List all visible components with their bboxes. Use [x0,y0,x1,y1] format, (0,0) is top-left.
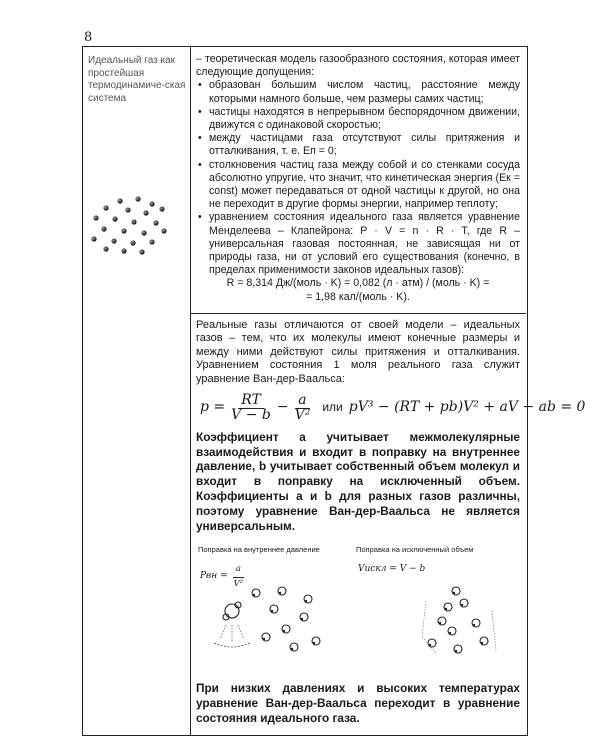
page-number: 8 [84,30,93,45]
term-heading: Идеальный газ как простейшая термодинамиче-ская система [88,55,186,104]
assumption-item: • столкновения частиц газа между собой и со стенками сосуда абсолютно упругие, что значит, что кинетическая энергия (Eк = const) может передаваться от одной частицы к другой, но она не переходит в другие формы энергии, например теплоту; [196,159,520,212]
section-divider [190,313,526,314]
van-der-waals-equation [200,392,586,423]
fraction-numerator: a [295,394,309,408]
correction-diagrams [196,541,520,681]
internal-pressure-illustration [196,581,356,681]
gas-constant-line-2: = 1,98 кал/(моль · K). [306,290,410,303]
equation-minus: − [276,399,289,416]
assumption-item: • уравнением состояния идеального газа является уравнение Менделеева – Клапейрона: P · V = n · R · T, где R – универсальная газовая постоянная, не зависящая ни от природы газа, ни от условий его существования (конечно, в пределах применимости законов идеальных газов): [196,211,520,277]
excluded-volume-formula: Vискл = V − b [358,564,426,575]
cubic-equation: pV³ − (RT + pb)V² + aV − ab = 0 [348,399,586,416]
right-column [196,53,586,726]
left-column [88,55,186,105]
content-table [82,46,586,736]
internal-pressure-label: Поправка на внутреннее давление [198,545,320,555]
assumptions-list [196,79,520,277]
gas-constant-line-1: R = 8,314 Дж/(моль · K) = 0,082 (л · атм) / (моль · K) = [226,277,490,290]
column-divider [190,47,191,735]
excluded-volume-illustration [346,581,516,681]
assumption-item: • частицы находятся в непрерывном беспорядочном движении, движутся с одинаковой скоростью; [196,106,520,132]
formula-lhs: Pвн = [200,571,228,582]
excluded-volume-label: Поправка на исключенный объем [356,545,474,555]
fraction-denominator: V² [233,578,244,589]
fraction-a [292,394,314,421]
equation-lhs: p = [200,399,226,416]
fraction-denominator: V² [294,406,311,423]
assumption-item: • образован большим числом частиц, расстояние между которыми намного больше, чем размеры самих частиц; [196,79,520,105]
fraction-denominator: V − b [231,406,271,423]
fraction-numerator: a [233,563,244,577]
fraction-rt [228,394,274,421]
assumption-item: • между частицами газа отсутствуют силы притяжения и отталкивания, т. е. Eп = 0; [196,132,520,158]
gas-molecules-illustration [88,195,188,255]
fraction-numerator: RT [238,394,264,408]
conclusion-text: При низких давлениях и высоких температурах уравнение Ван-дер-Ваальса переходит в уравнение состояния идеального газа. [196,681,520,725]
definition-intro: – теоретическая модель газообразного состояния, которая имеет следующие допущения: [196,53,520,79]
real-gas-text: Реальные газы отличаются от своей модели – идеальных газов – тем, что их молекулы имеют конечные размеры и между ними действуют силы притяжения и отталкивания. Уравнением состояния 1 моля реального газа служит уравнение Ван-дер-Ваальса: [196,318,520,385]
equation-or: или [322,400,343,415]
coefficients-text: Коэффициент a учитывает межмолекулярные взаимодействия и входит в поправку на внутреннее давление, b учитывает собственный объем молекул и входит в поправку на исключенный объем. Коэффициенты a и b для разных газов различны, поэтому уравнение Ван-дер-Ваальса не является универсальным. [196,429,520,533]
